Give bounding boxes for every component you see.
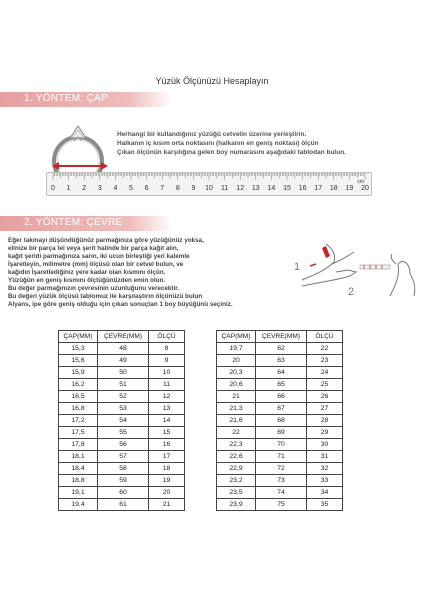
cell-size: 29	[307, 427, 343, 439]
ruler-label: 9	[191, 185, 196, 192]
table-row	[59, 499, 185, 511]
cell-circumference: 50	[98, 367, 149, 379]
column-header-size: ÖLÇÜ	[307, 331, 343, 343]
table-row	[217, 451, 343, 463]
cell-diameter: 21,6	[217, 415, 256, 427]
table-row	[217, 379, 343, 391]
cell-size: 20	[149, 487, 185, 499]
cell-circumference: 55	[98, 427, 149, 439]
ruler-label: 19	[345, 185, 354, 192]
cell-circumference: 51	[98, 379, 149, 391]
cell-diameter: 16,2	[59, 379, 98, 391]
table-row	[217, 427, 343, 439]
step-label-1: 1	[294, 261, 301, 273]
cell-circumference: 67	[256, 403, 307, 415]
cell-size: 14	[149, 415, 185, 427]
cell-circumference: 57	[98, 451, 149, 463]
cell-size: 15	[149, 427, 185, 439]
cell-diameter: 22,3	[217, 439, 256, 451]
column-header-circumference: ÇEVRE(MM)	[98, 331, 149, 343]
ruler	[46, 172, 372, 196]
method1-banner	[0, 92, 172, 107]
cell-size: 32	[307, 463, 343, 475]
cell-diameter: 18,1	[59, 451, 98, 463]
method2-line: Eğer takmayı düşündüğünüz parmağınıza göre yüzüğünüz yoksa,	[8, 237, 204, 244]
cell-circumference: 74	[256, 487, 307, 499]
column-header-circumference: ÇEVRE(MM)	[256, 331, 307, 343]
method2-line: Yüzüğün en geniş kısmını ölçtüğünüzden emin olun.	[8, 277, 166, 285]
column-header-size: ÖLÇÜ	[149, 331, 185, 343]
cell-size: 26	[307, 391, 343, 403]
table-row	[217, 463, 343, 475]
cell-diameter: 21	[217, 391, 256, 403]
column-header-diameter: ÇAP(MM)	[217, 331, 256, 343]
ruler-label: 5	[129, 185, 133, 192]
cell-diameter: 15,3	[59, 343, 98, 355]
table-row	[59, 415, 185, 427]
method2-line: Bu değeri yüzük ölçüsü tablomuz ile karşılaştırın ölçünüzü bulun	[8, 293, 203, 301]
cell-circumference: 69	[256, 427, 307, 439]
cell-diameter: 22	[217, 427, 256, 439]
column-header-diameter: ÇAP(MM)	[59, 331, 98, 343]
cell-circumference: 56	[98, 439, 149, 451]
table-row	[217, 403, 343, 415]
table-row	[217, 343, 343, 355]
table-row	[59, 367, 185, 379]
method1-line: Herhangi bir kullandığınız yüzüğü cetvelin üzerine yerleştirin.	[117, 131, 307, 138]
cell-size: 19	[149, 475, 185, 487]
ruler-label: 17	[314, 185, 323, 192]
table-row	[59, 439, 185, 451]
ruler-label: 1	[66, 185, 71, 192]
diameter-arrow-icon	[52, 161, 108, 171]
table-row	[217, 487, 343, 499]
cell-diameter: 15,6	[59, 355, 98, 367]
ruler-label: 13	[251, 185, 260, 192]
ruler-label: 15	[283, 185, 291, 192]
cell-circumference: 48	[98, 343, 149, 355]
cell-circumference: 75	[256, 499, 307, 511]
ruler-label: 7	[160, 185, 165, 192]
cell-size: 12	[149, 391, 185, 403]
cell-circumference: 61	[98, 499, 149, 511]
cell-size: 16	[149, 439, 185, 451]
cell-circumference: 68	[256, 415, 307, 427]
cell-size: 17	[149, 451, 185, 463]
table-row	[59, 379, 185, 391]
method1-heading: 1. YÖNTEM: ÇAP	[24, 93, 109, 104]
hand-illustration	[286, 240, 421, 298]
method1-description	[117, 130, 407, 157]
cell-circumference: 53	[98, 403, 149, 415]
cell-diameter: 18,4	[59, 463, 98, 475]
cell-diameter: 17,5	[59, 427, 98, 439]
cell-circumference: 49	[98, 355, 149, 367]
cell-diameter: 20	[217, 355, 256, 367]
cell-circumference: 66	[256, 391, 307, 403]
cell-diameter: 20,6	[217, 379, 256, 391]
ruler-label: 3	[97, 185, 102, 192]
table-row	[217, 355, 343, 367]
method2-banner	[0, 216, 172, 231]
cell-diameter: 19,4	[59, 499, 98, 511]
ruler-label: 6	[144, 185, 149, 192]
table-row	[217, 367, 343, 379]
table-row	[59, 487, 185, 499]
table-row	[217, 475, 343, 487]
ruler-label: 18	[329, 185, 338, 192]
table-row	[59, 355, 185, 367]
table-row	[59, 391, 185, 403]
table-row	[59, 427, 185, 439]
method2-line: İşaretleyin, milimetre (mm) ölçüsü olan bir cetvel bulun, ve	[8, 261, 184, 269]
method1-line: Halkanın iç kısım orta noktasını (halkanın en geniş noktası) ölçün	[117, 140, 319, 147]
cell-size: 31	[307, 451, 343, 463]
cell-size: 33	[307, 475, 343, 487]
cell-diameter: 18,8	[59, 475, 98, 487]
cell-circumference: 60	[98, 487, 149, 499]
method2-line: Bu değer parmağınızın çevresinin uzunluğunu verecektir.	[8, 285, 180, 293]
ruler-label: 4	[113, 185, 118, 192]
cell-diameter: 20,3	[217, 367, 256, 379]
ruler-label: 20	[361, 185, 369, 192]
cell-size: 24	[307, 367, 343, 379]
table-row	[59, 475, 185, 487]
method2-heading: 2. YÖNTEM: ÇEVRE	[24, 217, 123, 228]
cell-diameter: 17,8	[59, 439, 98, 451]
cell-circumference: 63	[256, 355, 307, 367]
cell-diameter: 19,7	[217, 343, 256, 355]
ruler-unit: cm	[357, 179, 365, 185]
cell-size: 28	[307, 415, 343, 427]
size-table-right	[216, 330, 343, 511]
method2-line: kağıt şeridi parmağınıza sarın, iki ucun birleştiği yeri kalemle	[8, 253, 190, 261]
cell-circumference: 58	[98, 463, 149, 475]
table-row	[59, 463, 185, 475]
method2-line: kağıdın İşaretlediğiniz yere kadar olan kısmını ölçün.	[8, 269, 166, 277]
cell-size: 22	[307, 343, 343, 355]
cell-size: 34	[307, 487, 343, 499]
page-title: Yüzük Ölçünüzü Hesaplayın	[155, 76, 269, 86]
table-row	[59, 403, 185, 415]
table-row	[217, 439, 343, 451]
size-table-left	[58, 330, 185, 511]
ruler-label: 14	[267, 185, 276, 192]
cell-circumference: 59	[98, 475, 149, 487]
cell-size: 30	[307, 439, 343, 451]
cell-circumference: 62	[256, 343, 307, 355]
cell-circumference: 52	[98, 391, 149, 403]
cell-size: 35	[307, 499, 343, 511]
cell-size: 9	[149, 355, 185, 367]
cell-size: 10	[149, 367, 185, 379]
table-row	[217, 391, 343, 403]
ruler-label: 2	[82, 185, 87, 192]
cell-size: 27	[307, 403, 343, 415]
cell-circumference: 73	[256, 475, 307, 487]
table-row	[217, 415, 343, 427]
ruler-label: 11	[220, 185, 229, 192]
method1-line: Çıkan ölçünün karşılığına gelen boy numarasını aşağıdaki tablodan bulun.	[117, 149, 346, 156]
cell-diameter: 23,5	[217, 487, 256, 499]
cell-size: 21	[149, 499, 185, 511]
cell-circumference: 71	[256, 451, 307, 463]
ruler-label-start: 0	[51, 185, 55, 192]
ruler-label: 16	[298, 185, 307, 192]
cell-diameter: 19,1	[59, 487, 98, 499]
cell-diameter: 17,2	[59, 415, 98, 427]
cell-size: 25	[307, 379, 343, 391]
cell-size: 23	[307, 355, 343, 367]
cell-circumference: 54	[98, 415, 149, 427]
cell-size: 18	[149, 463, 185, 475]
cell-diameter: 16,5	[59, 391, 98, 403]
cell-diameter: 22,6	[217, 451, 256, 463]
cell-diameter: 23,2	[217, 475, 256, 487]
cell-diameter: 22,9	[217, 463, 256, 475]
method2-description	[8, 237, 280, 309]
cell-size: 8	[149, 343, 185, 355]
cell-diameter: 23,9	[217, 499, 256, 511]
ruler-label: 12	[236, 185, 245, 192]
table-row	[59, 343, 185, 355]
method2-line: elinize bir parça tel veya şerit halinde bir parça kağıt alın,	[8, 245, 179, 253]
table-row	[217, 499, 343, 511]
cell-diameter: 21,3	[217, 403, 256, 415]
cell-circumference: 64	[256, 367, 307, 379]
cell-diameter: 16,8	[59, 403, 98, 415]
method2-line: Alyans, ipe göre geniş olduğu için çıkan sonuçtan 1 boy büyüğünü seçiniz.	[8, 301, 233, 309]
table-row	[59, 451, 185, 463]
cell-circumference: 65	[256, 379, 307, 391]
cell-size: 13	[149, 403, 185, 415]
cell-circumference: 70	[256, 439, 307, 451]
ruler-label: 10	[205, 185, 213, 192]
cell-size: 11	[149, 379, 185, 391]
cell-diameter: 15,9	[59, 367, 98, 379]
cell-circumference: 72	[256, 463, 307, 475]
ruler-label: 8	[175, 185, 180, 192]
step-label-2: 2	[348, 286, 355, 298]
